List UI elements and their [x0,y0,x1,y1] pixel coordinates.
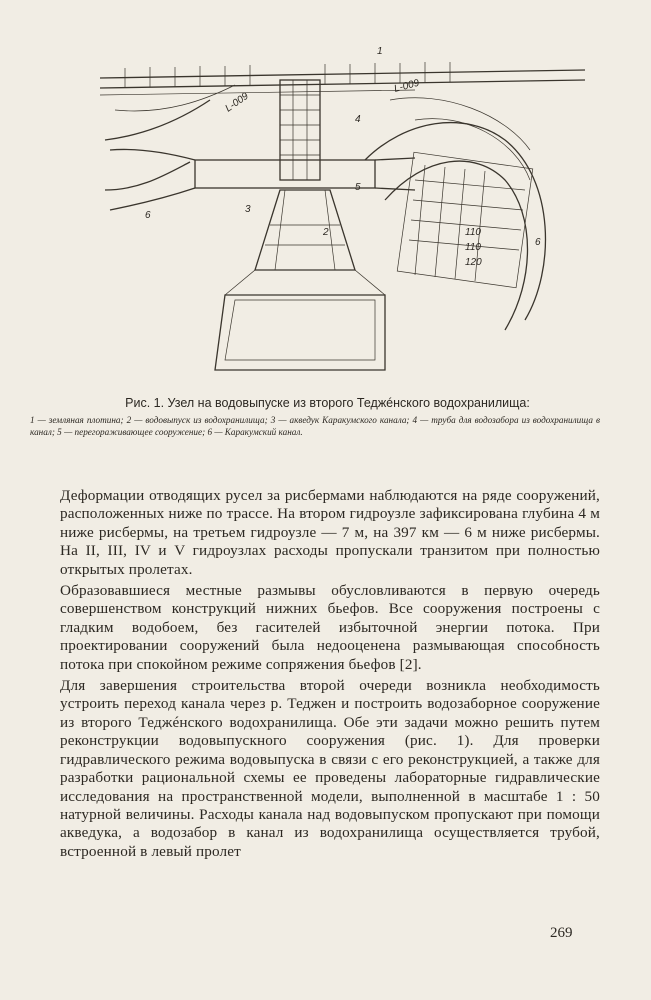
paragraph-3: Для завершения строительства второй очереди возникла необходимость устроить переход канала через р. Теджен и построить водозаборное сооружение из второго Теджéнского водохранилища. Обе эти задачи можно решить путем реконструкции водовыпускного сооружения (рис. 1). Для проверки гидравлического режима водовыпуска в связи с его реконструкцией, а также для разработки рациональной схемы ее проведены лабораторные гидравлические исследования на пространственной модели, выполненной в масштабе 1 : 50 натурной величины. Расходы канала над водовыпуском пропускают при помощи акведука, а водозабор в канал из водохранилища осуществляется трубой, встроенной в левый пролет [60,677,600,860]
figure-label-5: 5 [355,182,361,193]
figure-label-1: 1 [377,46,383,57]
figure-label-6-left: 6 [145,210,151,221]
figure-marker-l009-right: L-009 [392,77,421,95]
paragraph-1: Деформации отводящих русел за рисбермами наблюдаются на ряде сооружений, расположенных ниже по трассе. На втором гидроузле зафиксирована глубина 4 м ниже рисбермы, на третьем гидроузле — 7 м, на 397 км — 6 м ниже рисбермы. На II, III, IV и V гидроузлах расходы пропускали транзитом при полностью открытых пролетах. [60,487,600,578]
page-number: 269 [550,925,573,941]
plan-drawing [85,40,605,390]
figure-marker-120: 120 [465,257,482,268]
caption-title: Рис. 1. Узел на водовыпуске из второго Теджéнского водохранилища: [125,396,530,410]
figure-label-3: 3 [245,204,251,215]
figure-legend: 1 — земляная плотина; 2 — водовыпуск из водохранилища; 3 — акведук Каракумского канала; 4 — труба для водозабора из водохранилища в канал; 5 — перегораживающее сооружение; 6 — Каракумский канал. [30,415,600,437]
paragraph-2: Образовавшиеся местные размывы обусловливаются в первую очередь совершенством конструкций нижних бьефов. Все сооружения построены с гладким водобоем, без гасителей избыточной энергии потока. При проектировании сооружений была недооценена размывающая способность потока при спокойном режиме сопряжения бьефов [2]. [60,582,600,673]
figure-label-2: 2 [323,227,329,238]
figure-engineering-plan [85,40,605,390]
figure-label-6-right: 6 [535,237,541,248]
figure-marker-110b: 110 [465,242,481,253]
figure-caption [60,395,595,417]
figure-label-4: 4 [355,114,361,125]
figure-marker-110a: 110 [465,227,481,238]
body-text [60,487,600,864]
figure-marker-l009-left: L-009 [223,90,251,115]
